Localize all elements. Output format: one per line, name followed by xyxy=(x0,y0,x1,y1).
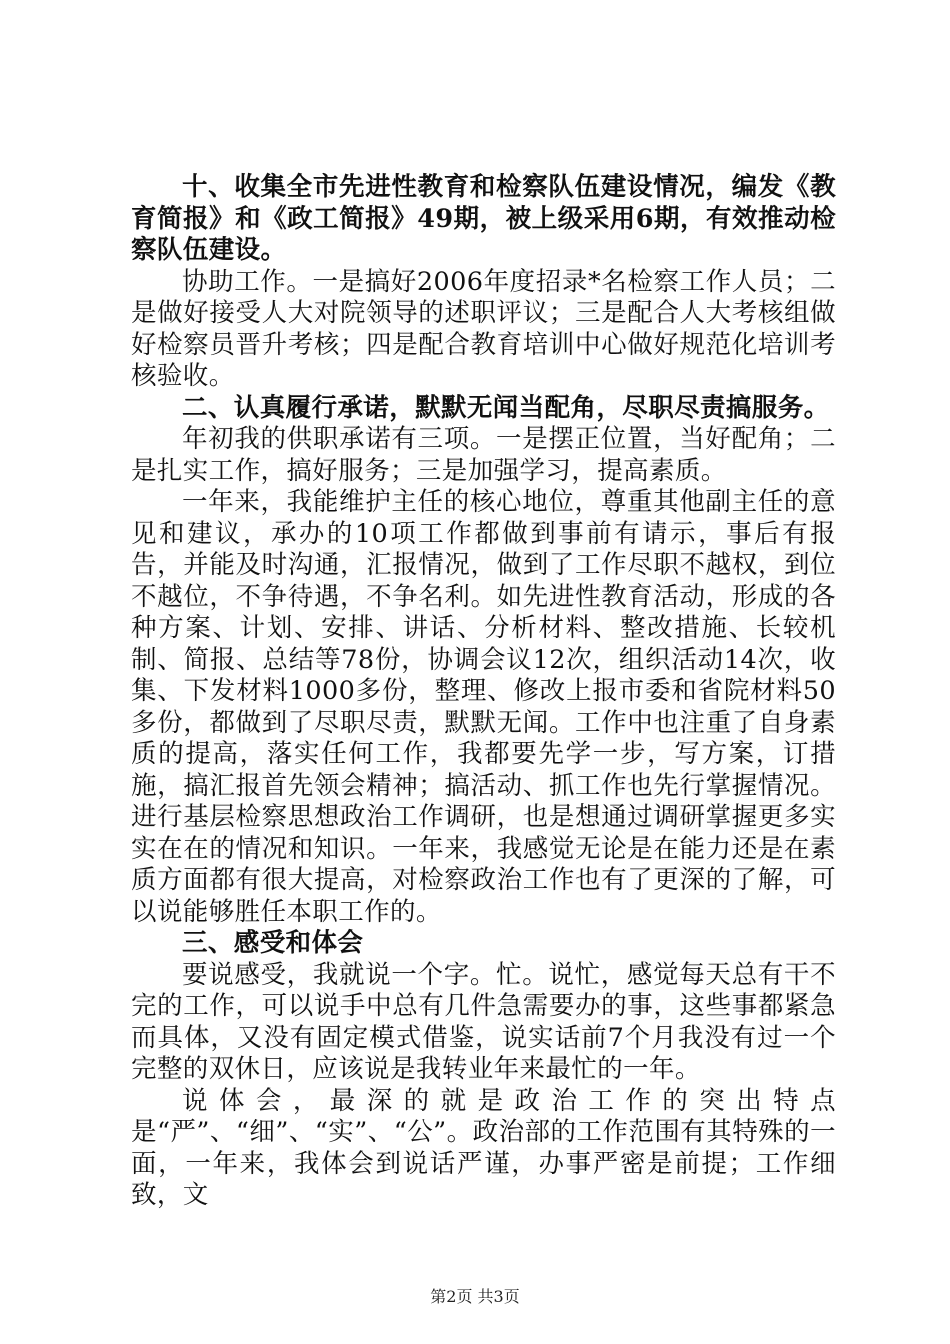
section-heading-3: 三、感受和体会 xyxy=(182,928,364,958)
paragraph-year-review: 一年来，我能维护主任的核心地位，尊重其他副主任的意见和建议，承办的10项工作都做到事前有请示，事后有报告，并能及时沟通，汇报情况，做到了工作尽职不越权，到位不越位，不争待遇，不争名利。如先进性教育活动，形成的各种方案、计划、安排、讲话、分析材料、整改措施、长较机制、简报、总结等78份，协调会议12次，组织活动14次，收集、下发材料1000多份，整理、修改上报市委和省院材料50多份，都做到了尽职尽责，默默无闻。工作中也注重了自身素质的提高，落实任何工作，我都要先学一步，写方案，订措施，搞汇报首先领会精神；搞活动、抓工作也先行掌握情况。进行基层检察思想政治工作调研，也是想通过调研掌握更多实实在在的情况和知识。一年来，我感觉无论是在能力还是在素质方面都有很大提高，对检察政治工作也有了更深的了解，可以说能够胜任本职工作的。 xyxy=(131,487,836,927)
paragraph-assist-work: 协助工作。一是搞好2006年度招录*名检察工作人员；二是做好接受人大对院领导的述职评议；三是配合人大考核组做好检察员晋升考核；四是配合教育培训中心做好规范化培训考核验收。 xyxy=(131,266,836,391)
paragraph-experience: 说体会，最深的就是政治工作的突出特点是“严”、“细”、“实”、“公”。政治部的工作范围有其特殊的一面，一年来，我体会到说话严谨，办事严密是前提；工作细致，文 xyxy=(131,1085,836,1210)
page-footer: 第2页 共3页 xyxy=(430,1287,520,1306)
section-heading-2: 二、认真履行承诺，默默无闻当配角，尽职尽责搞服务。 xyxy=(182,392,830,423)
paragraph-commitments: 年初我的供职承诺有三项。一是摆正位置，当好配角；二是扎实工作，搞好服务；三是加强学习，提高素质。 xyxy=(131,424,836,486)
paragraph-item-10: 十、收集全市先进性教育和检察队伍建设情况，编发《教育简报》和《政工简报》49期，被上级采用6期，有效推动检察队伍建设。 xyxy=(131,172,836,265)
paragraph-feelings: 要说感受，我就说一个字。忙。说忙，感觉每天总有干不完的工作，可以说手中总有几件急需要办的事，这些事都紧急而具体，又没有固定模式借鉴，说实话前7个月我没有过一个完整的双休日，应该说是我转业年来最忙的一年。 xyxy=(131,959,836,1084)
document-body xyxy=(131,172,836,1212)
